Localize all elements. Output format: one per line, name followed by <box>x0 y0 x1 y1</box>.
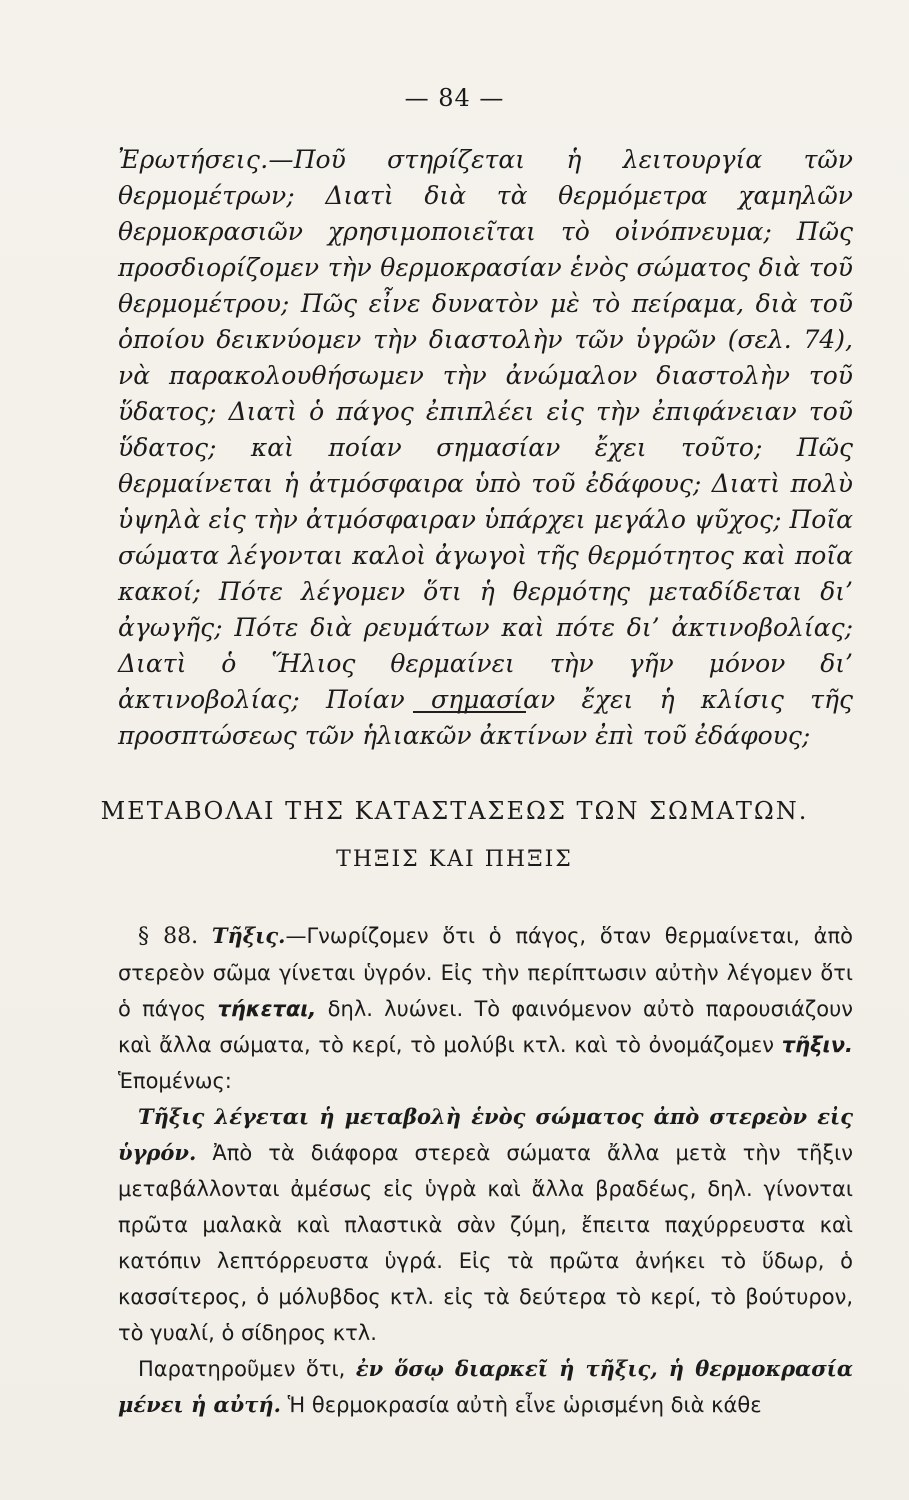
paragraph-88-text-a: Γνωρίζομεν ὅτι ὁ πάγος, ὅταν θερμαίνεται, ἀπὸ στερεὸν σῶμα γίνεται ὑγρόν. Εἰς τὴν περίπτωσιν αὐτὴν λέγομεν ὅτι ὁ πάγος <box>118 924 853 1021</box>
page-number: — 84 — <box>404 84 505 112</box>
definition-followup: Ἀπὸ τὰ διάφορα στερεὰ σώματα ἄλλα μετὰ τὴν τῆξιν μεταβάλλονται ἀμέσως εἰς ὑγρὰ καὶ ἄλλα βραδέως, δηλ. γίνονται πρῶτα μαλακὰ καὶ πλαστικὰ σὰν ζύμη, ἔπειτα παχύρρευστα καὶ κατόπιν λεπτόρρευστα ὑγρά. Εἰς τὰ πρῶτα ἀνήκει τὸ ὕδωρ, ὁ κασσίτερος, ὁ μόλυβδος κτλ. εἰς τὰ δεύτερα τὸ κερί, τὸ βούτυρον, τὸ γυαλί, ὁ σίδηρος κτλ. <box>118 1141 853 1345</box>
questions-paragraph <box>118 142 853 754</box>
section-divider <box>413 711 526 713</box>
observation-emphasis: ἐν ὅσῳ διαρκεῖ ἡ τῆξις, ἡ θερμοκρασία μένει ἡ αὐτή. <box>118 1356 854 1417</box>
definition-paragraph <box>118 1099 853 1351</box>
observation-text-b: Ἡ θερμοκρασία αὐτὴ εἶνε ὡρισμένη διὰ κάθε <box>280 1393 762 1417</box>
paragraph-88-text-b: δηλ. λυώνει. Τὸ φαινόμενον αὐτὸ παρουσιάζουν καὶ ἄλλα σώματα, τὸ κερί, τὸ μολύβι κτλ. καὶ τὸ ὀνομάζομεν <box>118 997 853 1057</box>
paragraph-heading: Τῆξις. <box>211 923 286 948</box>
term-tixin: τῆξιν. <box>781 1033 853 1057</box>
observation-text-a: Παρατηροῦμεν ὅτι, <box>138 1357 356 1381</box>
body-text <box>118 918 853 1423</box>
term-tiketai: τήκεται, <box>217 997 317 1021</box>
section-number: § 88. <box>138 924 199 949</box>
questions-text: Ποῦ στηρίζεται ἡ λειτουργία τῶν θερμομέτρων; Διατὶ διὰ τὰ θερμόμετρα χαμηλῶν θερμοκρασιῶν χρησιμοποιεῖται τὸ οἰνόπνευμα; Πῶς προσδιορίζομεν τὴν θερμοκρασίαν ἑνὸς σώματος διὰ τοῦ θερμομέτρου; Πῶς εἶνε δυνατὸν μὲ τὸ πείραμα, διὰ τοῦ ὁποίου δεικνύομεν τὴν διαστολὴν τῶν ὑγρῶν (σελ. 74), νὰ παρακολουθήσωμεν τὴν ἀνώμαλον διαστολὴν τοῦ ὕδατος; Διατὶ ὁ πάγος ἐπιπλέει εἰς τὴν ἐπιφάνειαν τοῦ ὕδατος; καὶ ποίαν σημασίαν ἔχει τοῦτο; Πῶς θερμαίνεται ἡ ἀτμόσφαιρα ὑπὸ τοῦ ἐδάφους; Διατὶ πολὺ ὑψηλὰ εἰς τὴν ἀτμόσφαιραν ὑπάρχει μεγάλο ψῦχος; Ποῖα σώματα λέγονται καλοὶ ἀγωγοὶ τῆς θερμότητος καὶ ποῖα κακοί; Πότε λέγομεν ὅτι ἡ θερμότης μεταδίδεται δι’ ἀγωγῆς; Πότε διὰ ρευμάτων καὶ πότε δι’ ἀκτινοβολίας; Διατὶ ὁ Ἥλιος θερμαίνει τὴν γῆν μόνον δι’ ἀκτινοβολίας; Ποίαν σημασίαν ἔχει ἡ κλίσις τῆς προσπτώσεως τῶν ἡλιακῶν ἀκτίνων ἐπὶ τοῦ ἐδάφους; <box>118 145 853 750</box>
definition-text: Τῆξις λέγεται ἡ μεταβολὴ ἑνὸς σώματος ἀπὸ στερεὸν εἰς ὑγρόν. <box>118 1104 853 1165</box>
observation-paragraph <box>118 1351 853 1423</box>
questions-heading: Ἐρωτήσεις.— <box>118 145 294 174</box>
section-title: ΜΕΤΑΒΟΛΑΙ ΤΗΣ ΚΑΤΑΣΤΑΣΕΩΣ ΤΩΝ ΣΩΜΑΤΩΝ. <box>100 797 809 825</box>
paragraph-88-text-c: Ἑπομένως: <box>118 1069 232 1093</box>
heading-dash: — <box>285 924 307 948</box>
section-subtitle: ΤΗΞΙΣ ΚΑΙ ΠΗΞΙΣ <box>336 847 573 872</box>
paragraph-88 <box>118 918 853 1099</box>
